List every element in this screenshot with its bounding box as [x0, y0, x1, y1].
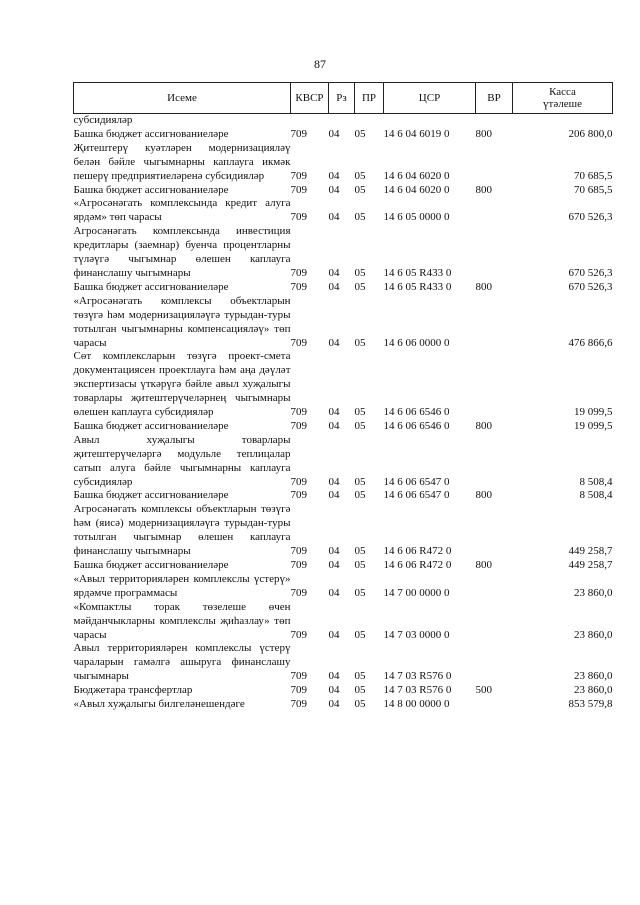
cell-sum: 449 258,7: [568, 559, 613, 571]
cell-pr: 05: [354, 183, 366, 196]
cell-pr: 05: [354, 628, 366, 641]
cell-rz: [329, 114, 355, 128]
header-csr: ЦСР: [384, 83, 476, 114]
cell-pr: 05: [354, 211, 366, 224]
table-row: [74, 559, 613, 573]
cell-rz: 04: [328, 183, 340, 196]
table-row: [74, 197, 613, 225]
header-sum-line2: үтәлеше: [543, 98, 582, 110]
cell-vr: 800: [475, 280, 492, 293]
cell-rz: 04: [328, 628, 340, 641]
cell-kvsr: 709: [290, 336, 307, 349]
cell-kvsr: 709: [290, 169, 307, 182]
cell-csr: 14 7 03 R576 0: [383, 670, 452, 683]
cell-vr: [476, 434, 513, 490]
cell-rz: 04: [328, 475, 340, 488]
cell-vr: 800: [475, 559, 492, 571]
cell-sum: 8 508,4: [579, 489, 613, 502]
table-row: [74, 684, 613, 698]
cell-name: «Агросәнәгать комплексы объектларын төзүгә һәм модернизацияләүгә турыдан-туры тотылган чыгымнарны компенсацияләү» төп чарасы: [73, 294, 291, 349]
cell-pr: 05: [354, 670, 366, 683]
table-row: [74, 503, 613, 559]
budget-table: [73, 82, 613, 712]
page-number: 87: [314, 57, 326, 71]
cell-vr: 800: [475, 489, 492, 502]
cell-sum: 670 526,3: [568, 266, 613, 279]
cell-csr: 14 6 06 R472 0: [383, 545, 452, 558]
cell-kvsr: 709: [290, 280, 307, 293]
cell-pr: 05: [354, 475, 366, 488]
cell-rz: 04: [328, 336, 340, 349]
cell-name: субсидияләр: [73, 114, 133, 126]
cell-name: Агросәнәгать комплексы объектларын төзүгә һәм (яисә) модернизацияләүгә турыдан-туры тотылган чыгымнар өлешен каплауга финанслашу чыгымнары: [73, 503, 291, 558]
cell-vr: [476, 197, 513, 225]
cell-sum: 670 526,3: [568, 211, 613, 224]
cell-sum: 853 579,8: [568, 698, 613, 711]
cell-rz: 04: [328, 406, 340, 419]
cell-vr: [476, 573, 513, 601]
cell-csr: 14 6 06 6546 0: [383, 419, 450, 432]
table-row: [74, 434, 613, 490]
table-row: [74, 573, 613, 601]
cell-pr: 05: [354, 545, 366, 558]
cell-vr: [476, 295, 513, 351]
cell-csr: 14 6 06 6546 0: [383, 406, 450, 419]
cell-sum: 670 526,3: [568, 280, 613, 293]
cell-sum: 70 685,5: [574, 169, 613, 182]
table-header-row: [74, 83, 613, 114]
header-sum: [513, 83, 613, 114]
cell-csr: 14 6 04 6020 0: [383, 169, 450, 182]
cell-rz: 04: [328, 127, 340, 140]
cell-sum: 206 800,0: [568, 127, 613, 140]
header-sum-line1: Касса: [549, 86, 576, 98]
cell-csr: 14 6 04 6019 0: [383, 127, 450, 140]
cell-pr: 05: [354, 559, 366, 571]
cell-kvsr: 709: [290, 127, 307, 140]
cell-kvsr: 709: [290, 419, 307, 432]
cell-sum: 23 860,0: [574, 586, 613, 599]
cell-name: Җитештерү куәтләрен модернизацияләү белән бәйле чыгымнарны каплауга икмәк пешерү предприятиеләренә субсидияләр: [73, 141, 291, 182]
cell-csr: 14 6 05 0000 0: [383, 211, 450, 224]
cell-name: Башка бюджет ассигнованиеләре: [73, 559, 229, 571]
cell-sum: 23 860,0: [574, 684, 613, 697]
cell-name: «Авыл хуҗалыгы билгеләнешендәге: [73, 698, 245, 711]
cell-pr: 05: [354, 586, 366, 599]
cell-rz: 04: [328, 266, 340, 279]
cell-pr: 05: [354, 266, 366, 279]
header-rz: Рз: [329, 83, 355, 114]
table-body: [74, 114, 613, 712]
cell-rz: 04: [328, 545, 340, 558]
cell-sum: 19 099,5: [574, 419, 613, 432]
cell-sum: 476 866,6: [568, 336, 613, 349]
cell-vr: [476, 698, 513, 712]
cell-vr: [476, 601, 513, 643]
table-row: [74, 184, 613, 198]
cell-name: Сөт комплексларын төзүгә проект-смета документациясен проектлауга һәм аңа дәүләт экспертизасы үткәрүгә бәйле авыл хуҗалыгы товарлары җитештерүчеләрнең чыгымнары өлешен каплауга субсидияләр: [73, 350, 291, 419]
table-row: [74, 295, 613, 351]
cell-rz: 04: [328, 419, 340, 432]
cell-vr: [476, 350, 513, 420]
table-row: [74, 114, 613, 128]
cell-kvsr: 709: [290, 628, 307, 641]
cell-csr: 14 6 06 0000 0: [383, 336, 450, 349]
cell-kvsr: 709: [290, 545, 307, 558]
table-row: [74, 128, 613, 142]
table-row: [74, 420, 613, 434]
cell-name: Бюджетара трансфертлар: [73, 684, 193, 697]
cell-rz: 04: [328, 489, 340, 502]
cell-rz: 04: [328, 698, 340, 711]
cell-csr: 14 6 05 R433 0: [383, 266, 452, 279]
cell-kvsr: 709: [290, 406, 307, 419]
cell-vr: [476, 225, 513, 281]
cell-sum: 23 860,0: [574, 628, 613, 641]
cell-rz: 04: [328, 670, 340, 683]
cell-pr: 05: [354, 127, 366, 140]
cell-kvsr: 709: [290, 183, 307, 196]
cell-name: Башка бюджет ассигнованиеләре: [73, 489, 229, 502]
cell-csr: 14 7 03 0000 0: [383, 628, 450, 641]
cell-pr: 05: [354, 406, 366, 419]
cell-pr: 05: [354, 336, 366, 349]
cell-csr: 14 6 06 6547 0: [383, 489, 450, 502]
cell-kvsr: [291, 114, 329, 128]
table-row: [74, 350, 613, 420]
cell-rz: 04: [328, 169, 340, 182]
cell-sum: 19 099,5: [574, 406, 613, 419]
cell-sum: 70 685,5: [574, 183, 613, 196]
cell-pr: 05: [354, 698, 366, 711]
cell-kvsr: 709: [290, 586, 307, 599]
cell-rz: 04: [328, 559, 340, 571]
cell-pr: 05: [354, 169, 366, 182]
cell-vr: 800: [475, 419, 492, 432]
cell-name: Агросәнәгать комплексында инвестиция кредитлары (заемнар) буенча процентларны түләүгә чыгымнар өлешен каплауга финанслашу чыгымнары: [73, 225, 291, 279]
cell-kvsr: 709: [290, 684, 307, 697]
table-row: [74, 601, 613, 643]
header-pr: ПР: [355, 83, 384, 114]
cell-pr: 05: [354, 419, 366, 432]
cell-vr: 800: [475, 183, 492, 196]
cell-rz: 04: [328, 684, 340, 697]
cell-name: Авыл территорияләрен комплекслы үстерү чараларын гамәлгә ашыруга финанслашу чыгымнары: [73, 642, 291, 683]
cell-kvsr: 709: [290, 670, 307, 683]
cell-csr: 14 7 03 R576 0: [383, 684, 452, 697]
cell-csr: 14 6 06 R472 0: [383, 559, 452, 571]
header-kvsr: КВСР: [291, 83, 329, 114]
table-row: [74, 281, 613, 295]
cell-kvsr: 709: [290, 475, 307, 488]
cell-vr: 500: [475, 684, 492, 697]
cell-name: Авыл хуҗалыгы товарлары җитештерүчеләргә модульле теплицалар сатып алуга бәйле чыгымнарны каплауга субсидияләр: [73, 433, 291, 488]
cell-name: «Агросәнәгать комплексында кредит алуга ярдәм» төп чарасы: [73, 197, 291, 224]
cell-vr: [476, 642, 513, 684]
cell-name: «Авыл территорияләрен комплекслы үстерү» ярдәмче программасы: [73, 572, 291, 599]
cell-pr: 05: [354, 489, 366, 502]
cell-name: Башка бюджет ассигнованиеләре: [73, 280, 229, 293]
table-row: [74, 225, 613, 281]
table-row: [74, 698, 613, 712]
cell-kvsr: 709: [290, 489, 307, 502]
cell-name: «Компактлы торак төзелеше өчен мәйданчыкларны комплекслы җиһазлау» төп чарасы: [73, 600, 291, 641]
cell-vr: [476, 503, 513, 559]
cell-sum: 8 508,4: [579, 475, 613, 488]
cell-pr: 05: [354, 684, 366, 697]
cell-pr: 05: [354, 280, 366, 293]
cell-pr: [355, 114, 384, 128]
cell-rz: 04: [328, 280, 340, 293]
cell-rz: 04: [328, 211, 340, 224]
cell-csr: [384, 114, 476, 128]
cell-name: Башка бюджет ассигнованиеләре: [73, 419, 229, 432]
cell-csr: 14 7 00 0000 0: [383, 586, 450, 599]
cell-kvsr: 709: [290, 266, 307, 279]
cell-csr: 14 8 00 0000 0: [383, 698, 450, 711]
header-name: Исеме: [74, 83, 291, 114]
cell-sum: 449 258,7: [568, 545, 613, 558]
cell-sum: 23 860,0: [574, 670, 613, 683]
cell-rz: 04: [328, 586, 340, 599]
cell-name: Башка бюджет ассигнованиеләре: [73, 127, 229, 140]
cell-kvsr: 709: [290, 698, 307, 711]
cell-sum: [513, 114, 613, 128]
cell-csr: 14 6 04 6020 0: [383, 183, 450, 196]
cell-vr: [476, 142, 513, 184]
cell-csr: 14 6 06 6547 0: [383, 475, 450, 488]
table-row: [74, 489, 613, 503]
cell-kvsr: 709: [290, 559, 307, 571]
cell-vr: 800: [475, 127, 492, 140]
cell-vr: [476, 114, 513, 128]
cell-csr: 14 6 05 R433 0: [383, 280, 452, 293]
cell-name: Башка бюджет ассигнованиеләре: [73, 183, 229, 196]
table-row: [74, 642, 613, 684]
cell-kvsr: 709: [290, 211, 307, 224]
header-vr: ВР: [476, 83, 513, 114]
table-row: [74, 142, 613, 184]
